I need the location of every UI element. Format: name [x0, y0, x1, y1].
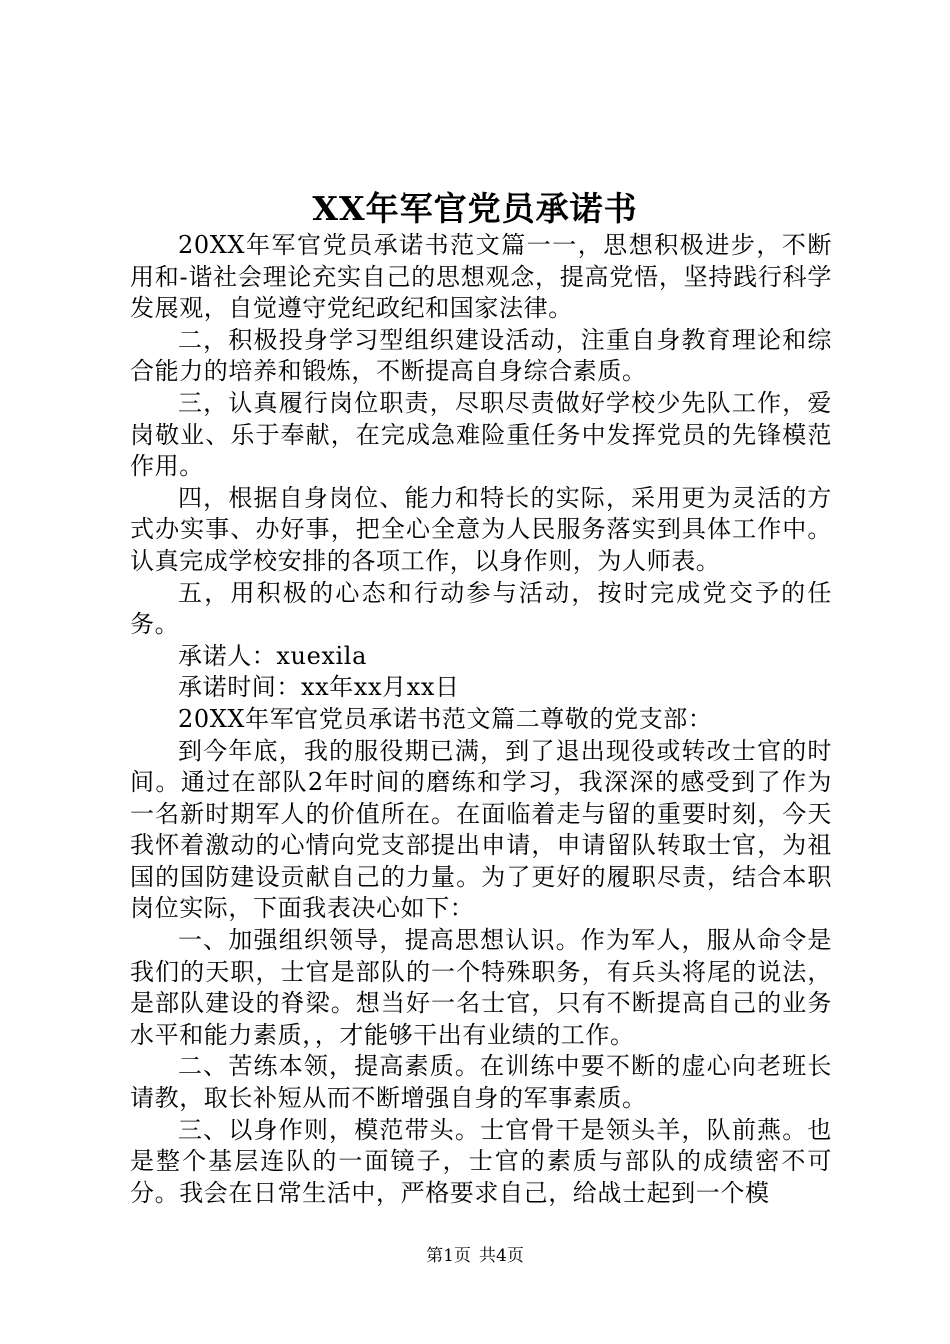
- date-line: 承诺时间：xx年xx月xx日: [178, 673, 460, 702]
- paragraph: 三、以身作则，模范带头。士官骨干是领头羊，队前燕。也是整个基层连队的一面镜子，士官的素质与部队的成绩密不可分。我会在日常生活中，严格要求自己，给战士起到一个模: [130, 1115, 832, 1207]
- paragraph: 20XX年军官党员承诺书范文篇一一，思想积极进步，不断用和-谐社会理论充实自己的思想观念，提高党悟，坚持践行科学发展观，自觉遵守党纪政纪和国家法律。: [130, 231, 832, 323]
- document-body: [130, 230, 832, 1209]
- paragraph: 到今年底，我的服役期已满，到了退出现役或转改士官的时间。通过在部队2年时间的磨练和学习，我深深的感受到了作为一名新时期军人的价值所在。在面临着走与留的重要时刻，今天我怀着激动的心情向党支部提出申请，申请留队转取士官，为祖国的国防建设贡献自己的力量。为了更好的履职尽责，结合本职岗位实际，下面我表决心如下：: [130, 736, 832, 923]
- paragraph: 五，用积极的心态和行动参与活动，按时完成党交予的任务。: [130, 578, 832, 639]
- paragraph: 20XX年军官党员承诺书范文篇二尊敬的党支部：: [178, 704, 713, 733]
- document-title: XX年军官党员承诺书: [312, 189, 638, 228]
- page-number: 第1页: [426, 1246, 471, 1266]
- paragraph: 二，积极投身学习型组织建设活动，注重自身教育理论和综合能力的培养和锻炼，不断提高自身综合素质。: [130, 325, 832, 386]
- paragraph: 三，认真履行岗位职责，尽职尽责做好学校少先队工作，爱岗敬业、乐于奉献，在完成急难险重任务中发挥党员的先锋模范作用。: [130, 388, 832, 481]
- paragraph: 二、苦练本领，提高素质。在训练中要不断的虚心向老班长请教，取长补短从而不断增强自身的军事素质。: [130, 1052, 832, 1113]
- page-footer: [0, 1245, 950, 1267]
- page-total: 共4页: [479, 1246, 524, 1266]
- signatory-line: 承诺人：xuexila: [178, 641, 367, 670]
- paragraph: 一、加强组织领导，提高思想认识。作为军人，服从命令是我们的天职，士官是部队的一个特殊职务，有兵头将尾的说法，是部队建设的脊梁。想当好一名士官，只有不断提高自己的业务水平和能力素质，，才能够干出有业绩的工作。: [130, 926, 832, 1049]
- paragraph: 四，根据自身岗位、能力和特长的实际，采用更为灵活的方式办实事、办好事，把全心全意为人民服务落实到具体工作中。认真完成学校安排的各项工作，以身作则，为人师表。: [130, 483, 832, 575]
